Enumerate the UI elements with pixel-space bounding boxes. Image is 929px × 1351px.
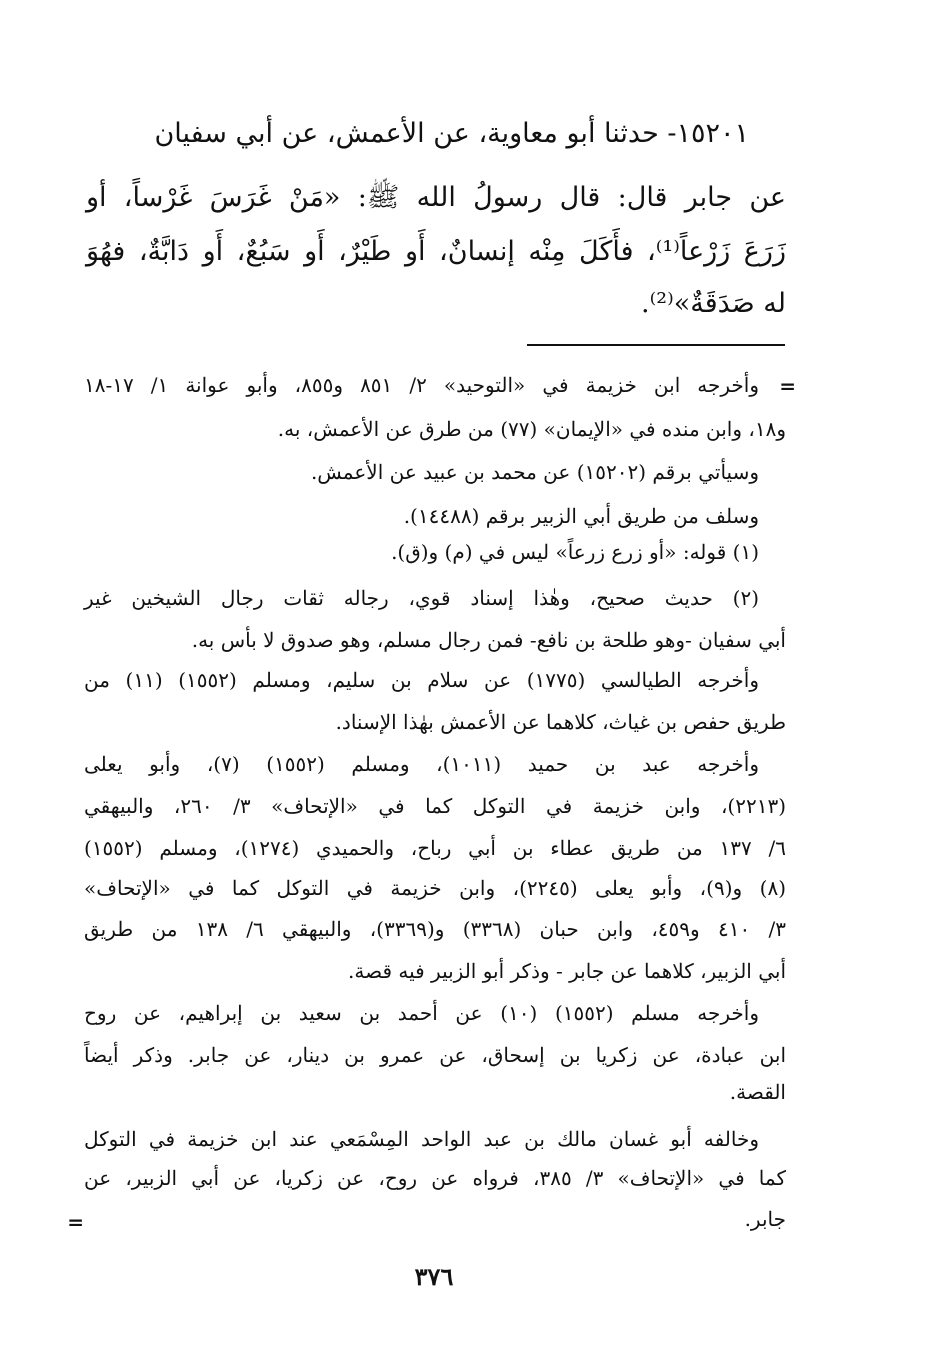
- footnote-line: القصة.: [729, 1080, 786, 1104]
- footnote-line: وسلف من طريق أبي الزبير برقم (١٤٤٨٨).: [403, 504, 759, 528]
- footnote-separator: [527, 344, 785, 346]
- footnote-line: (٢٢١٣)، وابن خزيمة في التوكل كما في «الإتحاف» ٣/ ٢٦٠، والبيهقي: [84, 794, 786, 818]
- footnote-line: و١٨، وابن منده في «الإيمان» (٧٧) من طرق عن الأعمش، به.: [277, 417, 786, 441]
- footnote-line: كما في «الإتحاف» ٣/ ٣٨٥، فرواه عن روح، عن زكريا، عن أبي الزبير، عن: [84, 1166, 786, 1190]
- footnote-line: طريق حفص بن غياث، كلاهما عن الأعمش بهٰذا الإسناد.: [335, 710, 786, 734]
- footnote-line: وخالفه أبو غسان مالك بن عبد الواحد المِسْمَعي عند ابن خزيمة في التوكل: [84, 1127, 759, 1151]
- footnote-line: جابر.: [744, 1207, 786, 1231]
- footnote-line: ابن عبادة، عن زكريا بن إسحاق، عن عمرو بن دينار، عن جابر. وذكر أيضاً: [84, 1043, 786, 1067]
- footnote-line: وأخرجه الطيالسي (١٧٧٥) عن سلام بن سليم، ومسلم (١٥٥٢) (١١) من: [84, 668, 759, 692]
- footnote-line: أبي سفيان -وهو طلحة بن نافع- فمن رجال مسلم، وهو صدوق لا بأس به.: [191, 628, 786, 652]
- footnote-line: أبي الزبير، كلاهما عن جابر - وذكر أبو الزبير فيه قصة.: [348, 959, 786, 983]
- footnote-line: وأخرجه ابن خزيمة في «التوحيد» ٢/ ٨٥١ و٨٥٥، وأبو عوانة ١/ ١٧-١٨: [84, 373, 759, 397]
- hadith-text-line: زَرَعَ زَرْعاً⁽¹⁾، فأَكَلَ مِنْه إنسانٌ، أَو طَيْرٌ، أَو سَبُعٌ، أَو دَابَّةٌ، فهُوَ: [86, 236, 786, 267]
- footnote-line: (٨) و(٩)، وأبو يعلى (٢٢٤٥)، وابن خزيمة في التوكل كما في «الإتحاف»: [84, 876, 786, 900]
- footnote-line: (٢) حديث صحيح، وهٰذا إسناد قوي، رجاله ثقات رجال الشيخين غير: [84, 586, 759, 610]
- footnote-line: وسيأتي برقم (١٥٢٠٢) عن محمد بن عبيد عن الأعمش.: [310, 460, 759, 484]
- footnote-line: ٣/ ٤١٠ و٤٥٩، وابن حبان (٣٣٦٨) و(٣٣٦٩)، والبيهقي ٦/ ١٣٨ من طريق: [84, 917, 786, 941]
- continuation-mark-top: =: [779, 374, 796, 398]
- continuation-mark-bottom: =: [67, 1210, 84, 1234]
- footnote-line: وأخرجه عبد بن حميد (١٠١١)، ومسلم (١٥٥٢) (٧)، وأبو يعلى: [84, 752, 760, 776]
- footnote-line: وأخرجه مسلم (١٥٥٢) (١٠) عن أحمد بن سعيد بن إبراهيم، عن روح: [84, 1001, 759, 1025]
- hadith-text-line: له صَدَقَةٌ»⁽²⁾.: [641, 288, 786, 319]
- footnote-line: ٦/ ١٣٧ من طريق عطاء بن أبي رباح، والحميدي (١٢٧٤)، ومسلم (١٥٥٢): [84, 836, 786, 860]
- hadith-text-line: عن جابر قال: قال رسولُ الله ﷺ: «مَنْ غَرَسَ غَرْساً، أو: [86, 182, 786, 213]
- hadith-heading: ١٥٢٠١- حدثنا أبو معاوية، عن الأعمش، عن أبي سفيان: [154, 118, 749, 149]
- page-number: ٣٧٦: [414, 1262, 454, 1291]
- footnote-line: (١) قوله: «أو زرع زرعاً» ليس في (م) و(ق).: [391, 540, 759, 564]
